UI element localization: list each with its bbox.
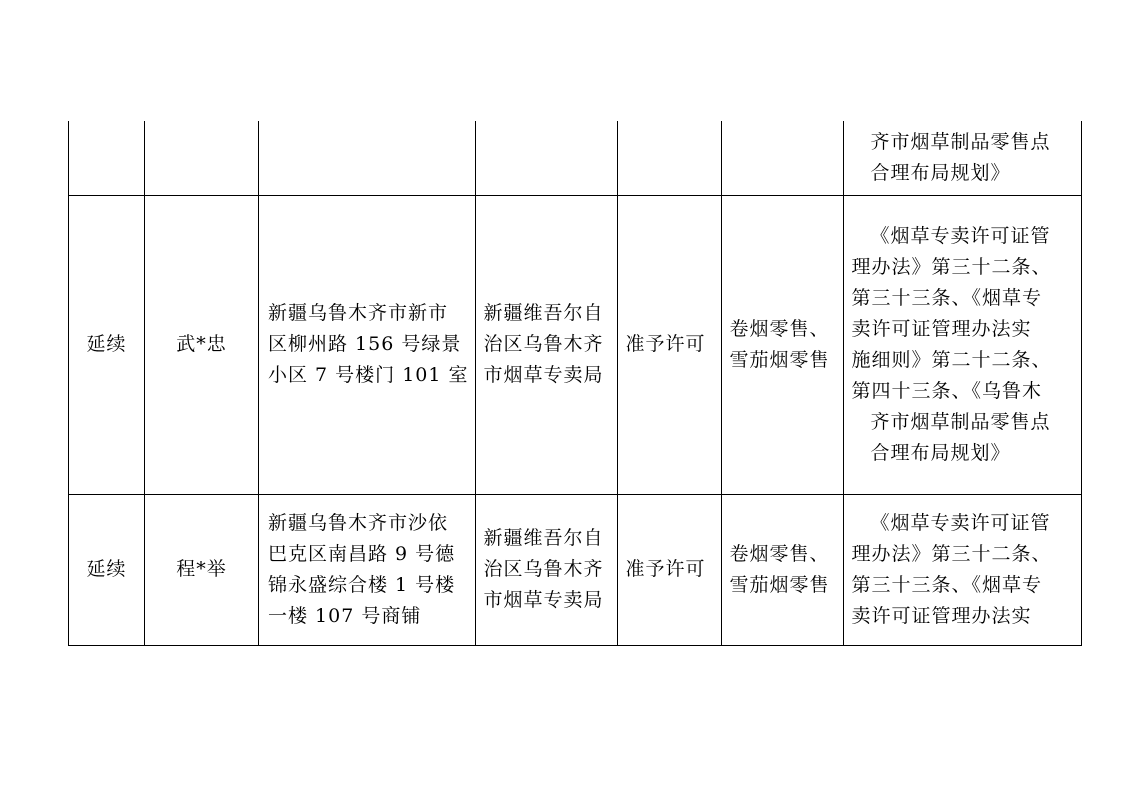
name-cell: 武*忠	[145, 195, 259, 494]
basis-line: 第三十三条、《烟草专	[851, 286, 1043, 309]
org-line: 市烟草专卖局	[483, 589, 604, 611]
basis-line: 卖许可证管理办法实	[851, 317, 1032, 340]
name-cell	[145, 121, 259, 195]
basis-line: 齐市烟草制品零售点	[870, 130, 1051, 153]
basis-line: 第四十三条、《乌鲁木	[851, 379, 1043, 402]
scope-cell	[721, 195, 843, 494]
address-line: 一楼 107 号商铺	[268, 604, 422, 627]
org-cell	[475, 121, 617, 195]
org-cell	[475, 494, 617, 645]
basis-line: 合理布局规划》	[870, 161, 1011, 184]
scope-line: 雪茄烟零售	[729, 348, 830, 371]
address-line: 区柳州路 156 号绿景	[268, 333, 462, 355]
address-cell	[259, 121, 476, 195]
scope-line: 雪茄烟零售	[729, 573, 830, 596]
org-line: 治区乌鲁木齐	[483, 333, 604, 355]
basis-line: 卖许可证管理办法实	[851, 604, 1032, 627]
scope-cell	[721, 494, 843, 645]
basis-line: 施细则》第二十二条、	[851, 348, 1052, 371]
org-line: 新疆维吾尔自	[483, 302, 604, 324]
basis-line: 理办法》第三十二条、	[851, 255, 1052, 278]
scope-cell	[721, 121, 843, 195]
scope-line: 卷烟零售、	[729, 317, 830, 340]
table-row	[69, 494, 1082, 645]
basis-line: 齐市烟草制品零售点	[870, 410, 1051, 433]
result-cell: 准予许可	[617, 494, 721, 645]
address-cell	[259, 494, 476, 645]
address-line: 小区 7 号楼门 101 室	[268, 364, 469, 386]
basis-line: 《烟草专卖许可证管	[870, 511, 1051, 534]
address-line: 巴克区南昌路 9 号德	[268, 542, 456, 565]
type-cell: 延续	[69, 494, 145, 645]
basis-cell	[843, 121, 1081, 195]
basis-line: 理办法》第三十二条、	[851, 542, 1052, 565]
org-line: 治区乌鲁木齐	[483, 558, 604, 580]
table-row	[69, 195, 1082, 494]
result-cell	[617, 121, 721, 195]
basis-cell	[843, 195, 1081, 494]
basis-line: 第三十三条、《烟草专	[851, 573, 1043, 596]
result-cell: 准予许可	[617, 195, 721, 494]
basis-line: 《烟草专卖许可证管	[870, 224, 1051, 247]
table-row-continuation	[69, 121, 1082, 195]
address-line: 新疆乌鲁木齐市沙依	[268, 511, 449, 534]
address-cell	[259, 195, 476, 494]
type-cell: 延续	[69, 195, 145, 494]
scope-line: 卷烟零售、	[729, 542, 830, 565]
org-line: 市烟草专卖局	[483, 364, 604, 386]
name-cell: 程*举	[145, 494, 259, 645]
license-table	[68, 121, 1082, 646]
basis-cell	[843, 494, 1081, 645]
address-line: 锦永盛综合楼 1 号楼	[268, 573, 456, 596]
org-line: 新疆维吾尔自	[483, 527, 604, 549]
type-cell	[69, 121, 145, 195]
basis-line: 合理布局规划》	[870, 441, 1011, 464]
org-cell	[475, 195, 617, 494]
address-line: 新疆乌鲁木齐市新市	[268, 302, 449, 324]
